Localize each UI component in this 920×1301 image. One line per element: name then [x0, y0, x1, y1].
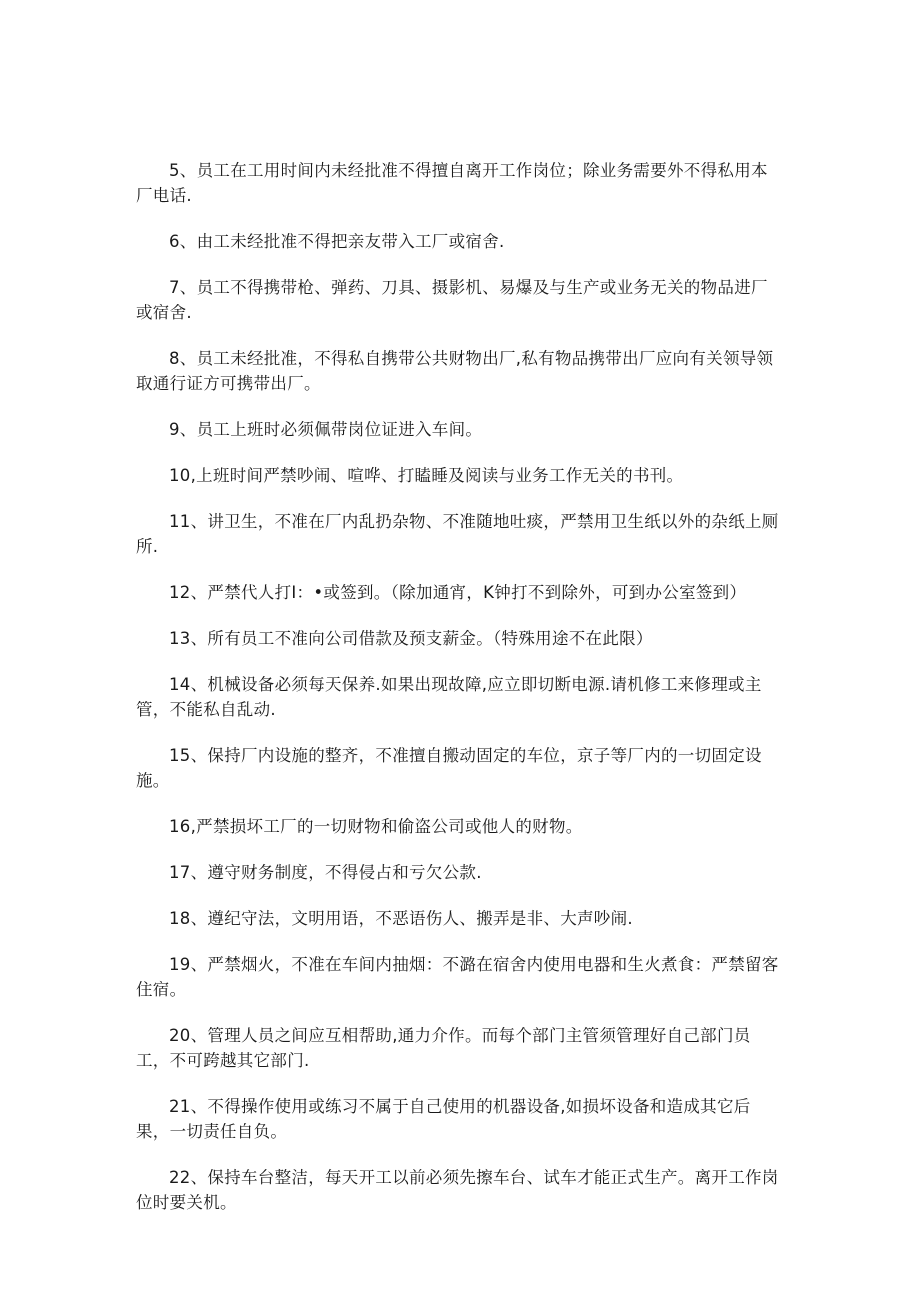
rule-item: 8、员工未经批准，不得私自携带公共财物出厂,私有物品携带出厂应向有关领导领取通行证方可携带出厂。: [136, 349, 774, 393]
rule-item: 16,严禁损坏工厂的一切财物和偷盗公司或他人的财物。: [169, 817, 583, 836]
rule-item: 17、遵守财务制度，不得侵占和亏欠公款.: [169, 863, 482, 882]
rule-item: 9、员工上班时必须佩带岗位证进入车间。: [169, 420, 483, 439]
rule-item: 19、严禁烟火，不准在车间内抽烟：不潞在宿舍内使用电器和生火煮食：严禁留客住宿。: [136, 955, 779, 999]
rule-item: 7、员工不得携带枪、弹药、刀具、摄影机、易爆及与生产或业务无关的物品进厂或宿舍.: [136, 278, 768, 322]
rule-item: 14、机械设备必须每天保养.如果出现故障,应立即切断电源.请机修工来修理或主管，不能私自乱动.: [136, 675, 762, 719]
rule-item: 22、保持车台整洁，每天开工以前必须先擦车台、试车才能正式生产。离开工作岗位时要关机。: [136, 1168, 779, 1212]
rule-item: 5、员工在工用时间内未经批准不得擅自离开工作岗位；除业务需要外不得私用本厂电话.: [136, 161, 768, 205]
rule-item: 15、保持厂内设施的整齐，不准擅自搬动固定的车位，京子等厂内的一切固定设施。: [136, 746, 762, 790]
rule-item: 21、不得操作使用或练习不属于自己使用的机器设备,如损坏设备和造成其它后果，一切责任自负。: [136, 1097, 751, 1141]
rules-list: [136, 158, 784, 1236]
rule-item: 12、严禁代人打I：•或签到。（除加通宵，K钟打不到除外，可到办公室签到）: [169, 583, 747, 602]
rule-item: 13、所有员工不准向公司借款及预支薪金。（特殊用途不在此限）: [169, 629, 653, 648]
rule-item: 18、遵纪守法，文明用语，不恶语伤人、搬弄是非、大声吵闹.: [169, 909, 633, 928]
rule-item: 11、讲卫生，不准在厂内乱扔杂物、不准随地吐痰，严禁用卫生纸以外的杂纸上厕所.: [136, 512, 779, 556]
rule-item: 10,上班时间严禁吵闹、喧哗、打瞌睡及阅读与业务工作无关的书刊。: [169, 466, 684, 485]
rule-item: 6、由工未经批准不得把亲友带入工厂或宿舍.: [169, 232, 505, 251]
rule-item: 20、管理人员之间应互相帮助,通力介作。而每个部门主管须管理好自己部门员工，不可跨越其它部门.: [136, 1026, 751, 1070]
